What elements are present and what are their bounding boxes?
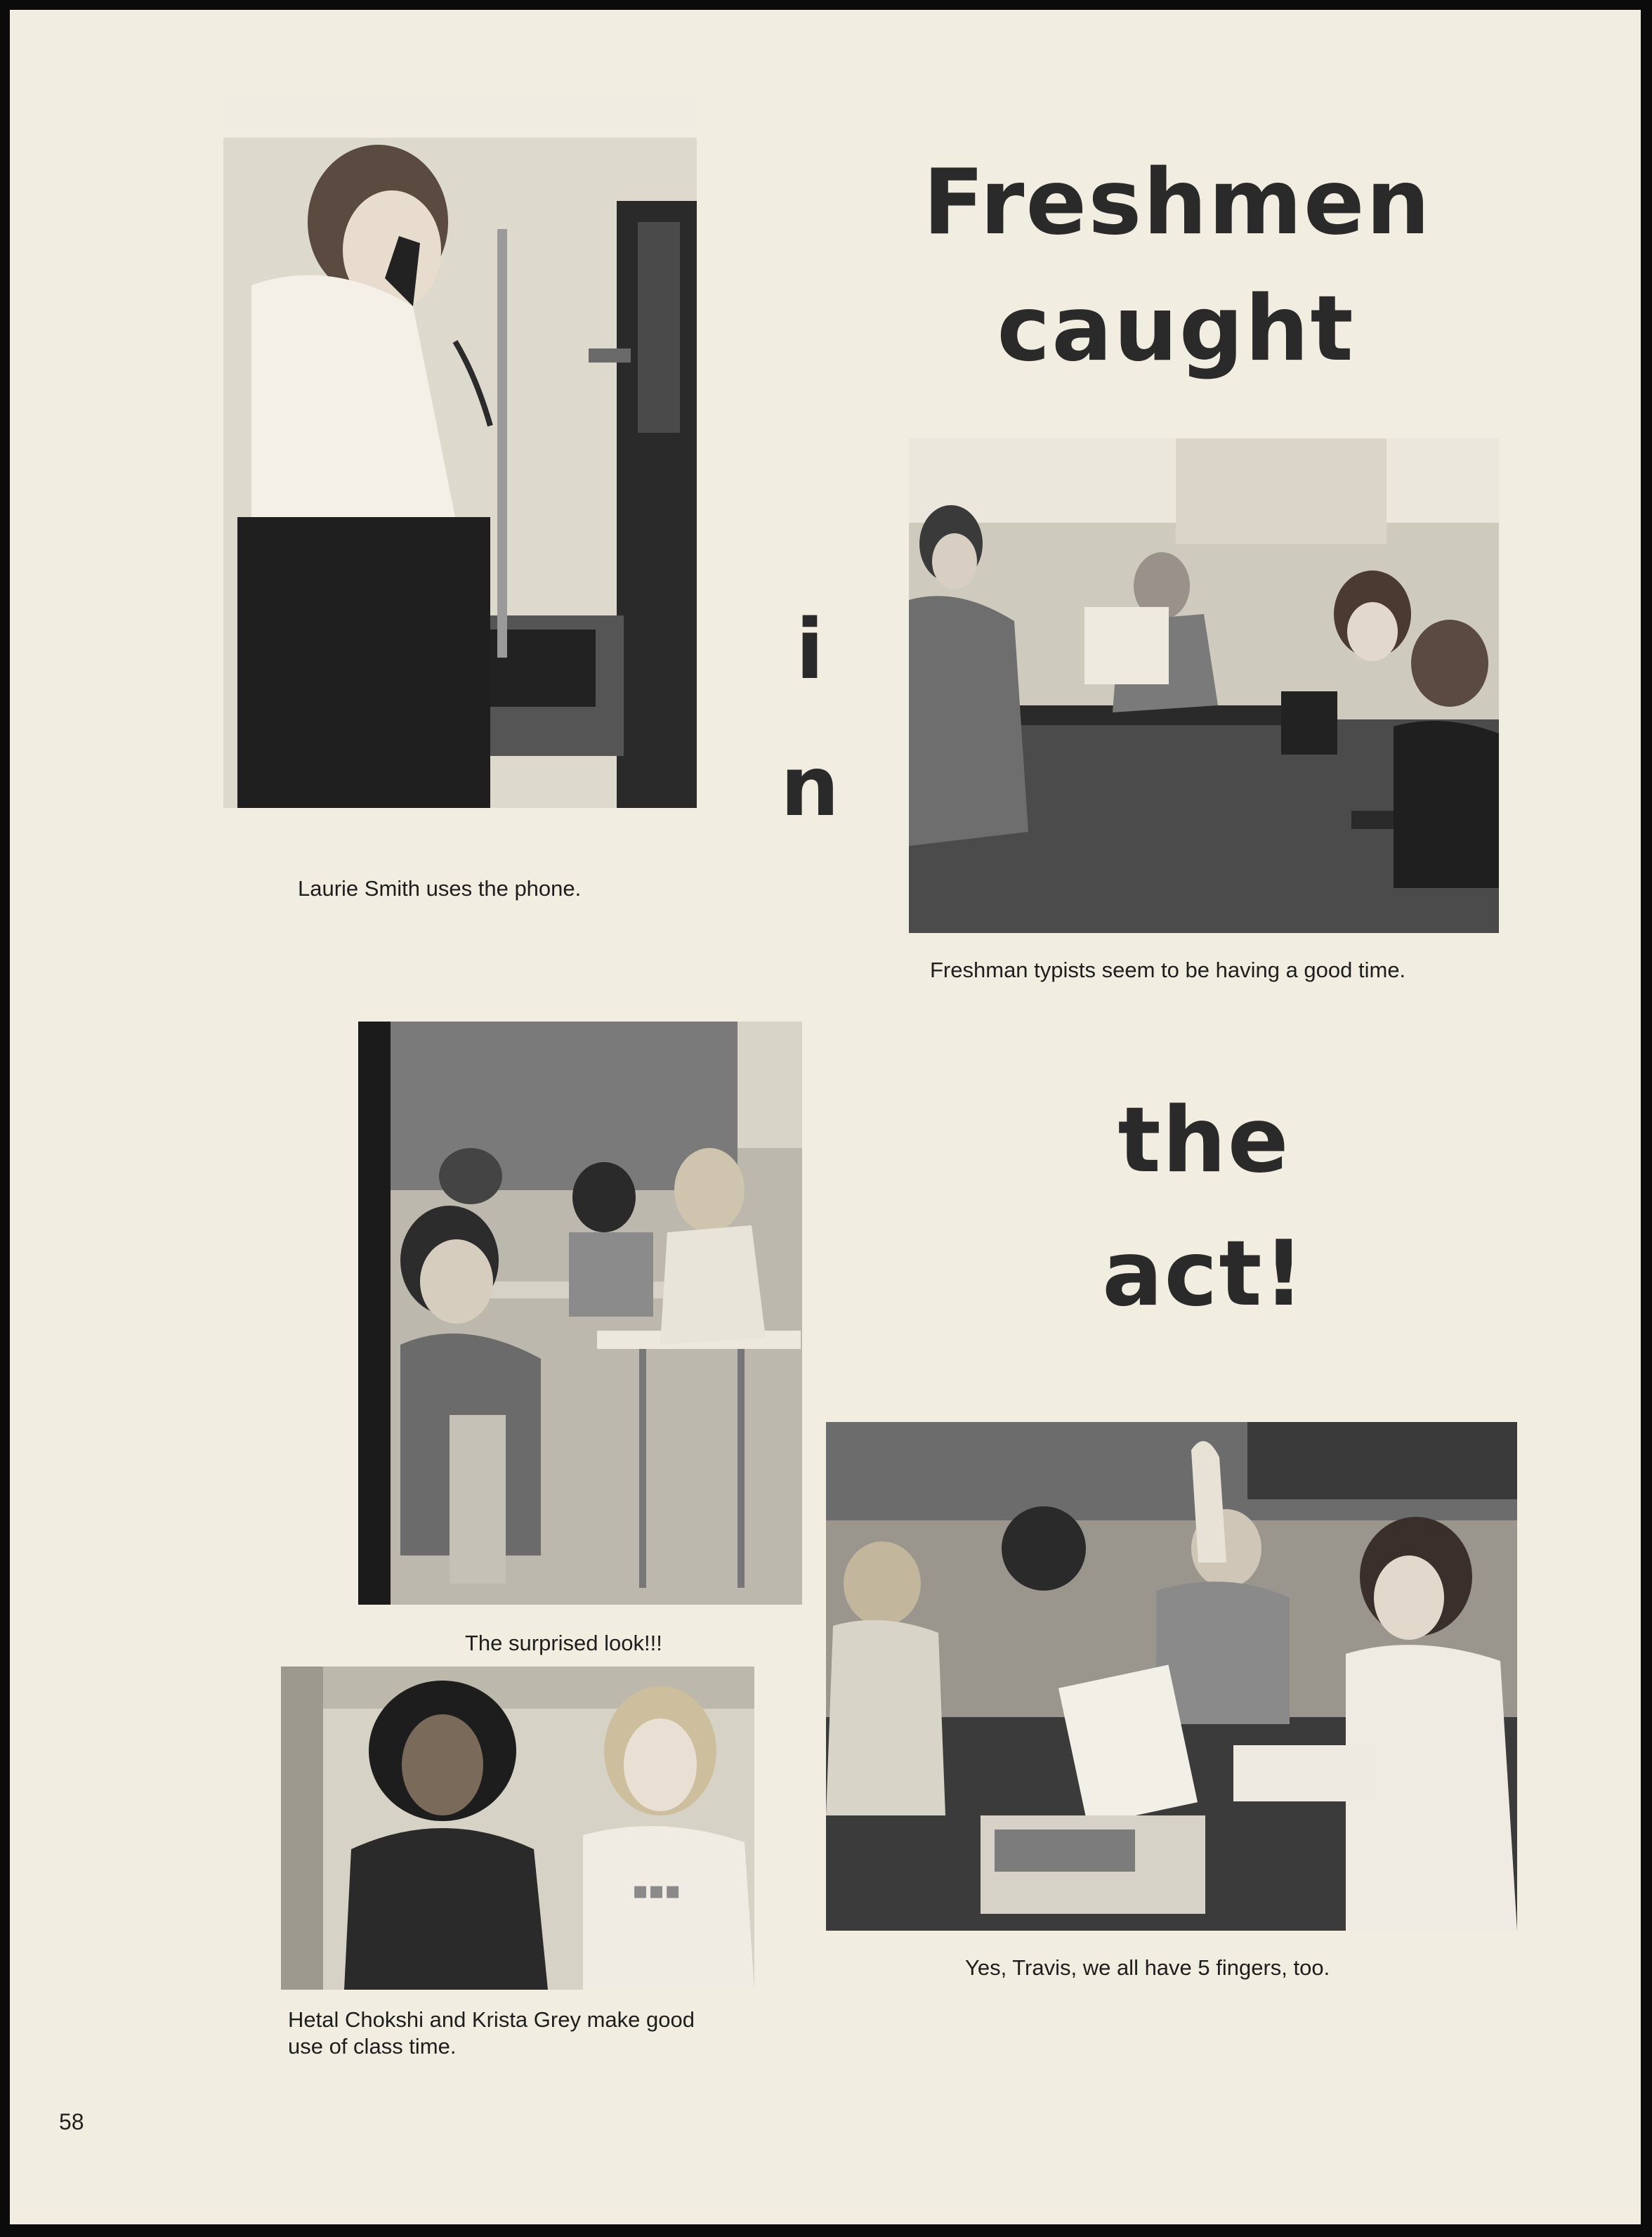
headline-letter-i: i [795,601,826,698]
raised-hand-caption: Yes, Travis, we all have 5 fingers, too. [965,1955,1330,1980]
page-sheet [10,10,1641,2224]
headline-caught: caught [997,277,1355,381]
page-number: 58 [59,2109,84,2134]
raised-hand-photo [826,1422,1517,1931]
headline-the: the [1117,1088,1290,1193]
typists-photo [909,438,1499,933]
surprised-photo [358,1022,802,1605]
two-girls-caption-line2: use of class time. [288,2034,457,2059]
headline-freshmen: Freshmen [923,150,1431,255]
headline-act: act! [1102,1222,1306,1326]
surprised-caption: The surprised look!!! [465,1631,662,1655]
two-girls-photo [281,1667,754,1990]
phone-photo [223,96,697,808]
svg-text:▪▪▪: ▪▪▪ [632,1877,681,1905]
two-girls-caption-line1: Hetal Chokshi and Krista Grey make good [288,2007,695,2032]
typists-caption: Freshman typists seem to be having a good time. [930,958,1406,982]
headline-letter-n: n [780,738,841,835]
phone-caption: Laurie Smith uses the phone. [298,876,582,901]
